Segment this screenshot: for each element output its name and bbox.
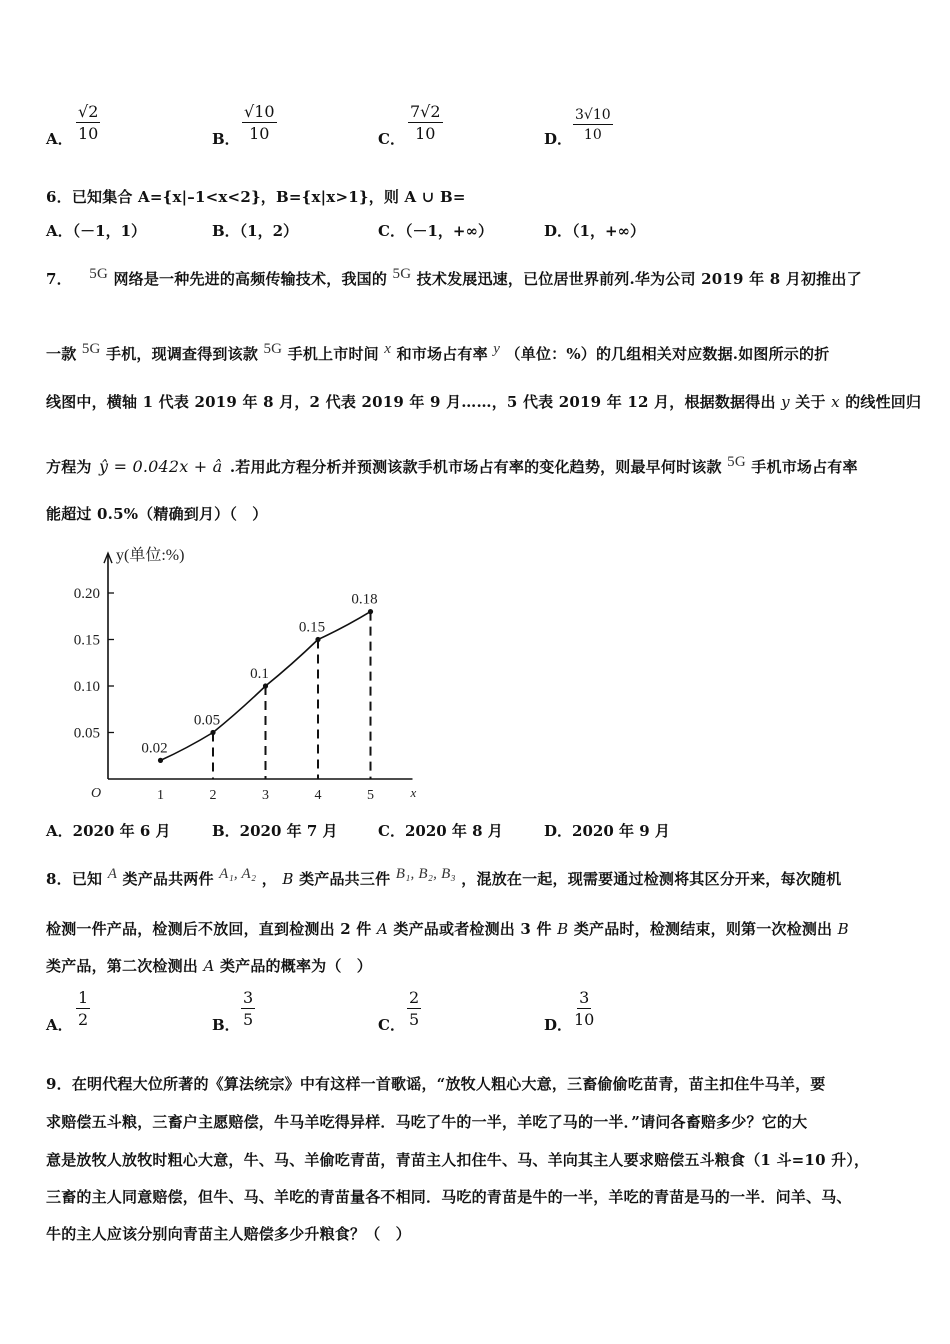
- q8-option-c-denominator: 5: [409, 1010, 420, 1029]
- q6-option-b: B．（1，2）: [212, 222, 299, 240]
- q8-option-b-denominator: 5: [243, 1010, 254, 1029]
- q8-line-2: [46, 918, 849, 939]
- q7-line-4-part-c: 手机市场占有率: [751, 458, 858, 476]
- q5-option-d-numerator: 3√10: [575, 107, 611, 123]
- q6-option-c: C．（－1，+∞）: [378, 222, 493, 240]
- q5-option-d-label: D．: [544, 130, 573, 148]
- q9-line-4: 三畜的主人同意赔偿，但牛、马、羊吃的青苗量各不相同．马吃的青苗是牛的一半，羊吃的青苗是马的一半．问羊、马、: [46, 1188, 852, 1206]
- q8-var-a: A: [203, 957, 215, 975]
- y-tick-label: 0.05: [73, 725, 100, 742]
- q7-option-d: D．2020 年 9 月: [544, 822, 670, 840]
- data-point: [368, 609, 373, 614]
- q8-a-items: A₁, A₂: [219, 866, 257, 882]
- q7-line-5: 能超过 0.5%（精确到月）（ ）: [46, 505, 268, 523]
- q5-option-b-label: B．: [212, 130, 240, 148]
- q5-option-b-denominator: 10: [249, 124, 270, 143]
- q7-var-y: y: [493, 341, 501, 357]
- q5-option-a-label: A．: [46, 130, 73, 148]
- q7-var-x: x: [384, 341, 392, 357]
- q7-line-4-part-b: .若用此方程分析并预测该款手机市场占有率的变化趋势，则最早何时该款: [229, 458, 722, 476]
- q7-var-y: y: [781, 393, 790, 411]
- q7-5g-tag: 5G: [89, 266, 109, 282]
- q5-option-a-numerator: √2: [78, 102, 99, 121]
- data-point: [315, 637, 320, 642]
- q7-line-2-part-e: （单位：%）的几组相关对应数据.如图所示的折: [505, 345, 830, 363]
- q8-line-2-part-a: 检测一件产品，检测后不放回，直到检测出 2 件: [46, 920, 372, 938]
- q8-line-3-part-b: 类产品的概率为（ ）: [219, 957, 372, 975]
- q8-option-c-numerator: 2: [409, 988, 420, 1007]
- q7-var-x: x: [831, 393, 840, 411]
- q8-option-a-fraction: [76, 990, 90, 1028]
- q8-option-d-fraction: [574, 990, 594, 1028]
- q7-line-3-part-a: 线图中，横轴 1 代表 2019 年 8 月，2 代表 2019 年 9 月……，5 代表 2019 年 12 月，根据数据得出: [46, 393, 776, 411]
- q8-option-b-numerator: 3: [243, 988, 254, 1007]
- q8-option-a-denominator: 2: [78, 1010, 89, 1029]
- q7-line-1-part-a: 网络是一种先进的高频传输技术，我国的: [113, 270, 388, 288]
- q8-var-b: B: [557, 920, 569, 938]
- q8-line-1-part-a: 8．已知: [46, 870, 103, 888]
- data-point: [158, 758, 163, 763]
- q8-option-c-fraction: [407, 990, 421, 1028]
- q6-stem: 6．已知集合 A={x|–1<x<2}，B={x|x>1}，则 A ∪ B=: [46, 188, 466, 206]
- origin-label: O: [90, 786, 102, 801]
- q8-line-3-part-a: 类产品，第二次检测出: [46, 957, 199, 975]
- q8-line-1-part-c: ，: [261, 870, 277, 888]
- q7-number: 7．: [46, 270, 72, 288]
- q8-option-d-numerator: 3: [579, 988, 590, 1007]
- q8-option-d-label: D．: [544, 1016, 573, 1034]
- q5-option-d-denominator: 10: [583, 127, 602, 143]
- q7-5g-tag: 5G: [727, 454, 746, 470]
- q7-option-b: B．2020 年 7 月: [212, 822, 338, 840]
- data-point: [263, 683, 268, 688]
- q5-option-b-numerator: √10: [244, 102, 275, 121]
- x-tick-label: 2: [209, 788, 217, 803]
- q5-option-c-label: C．: [378, 130, 405, 148]
- y-axis-label: y(单位:%): [116, 547, 185, 565]
- q8-line-1-part-d: 类产品共三件: [299, 870, 391, 888]
- data-point: [210, 730, 215, 735]
- q7-line-1-part-b: 技术发展迅速，已位居世界前列.华为公司 2019 年 8 月初推出了: [416, 270, 862, 288]
- q9-line-3: 意是放牧人放牧时粗心大意，牛、马、羊偷吃青苗，青苗主人扣住牛、马、羊向其主人要求赔偿五斗粮食（1 斗=10 升），: [46, 1151, 870, 1169]
- q7-5g-tag: 5G: [263, 341, 283, 357]
- q7-line-4-part-a: 方程为: [46, 458, 92, 476]
- q6-option-d: D．（1，+∞）: [544, 222, 646, 240]
- y-tick-label: 0.15: [73, 632, 100, 649]
- y-tick-label: 0.10: [73, 679, 100, 695]
- q7-line-1: [46, 266, 862, 289]
- q5-option-a-fraction: [76, 104, 100, 142]
- data-label: 0.18: [351, 591, 378, 608]
- x-tick-label: 4: [314, 788, 322, 803]
- q7-regression-equation: ŷ = 0.042x + â: [99, 457, 223, 476]
- q8-line-3: [46, 955, 372, 976]
- q8-option-b-fraction: [241, 990, 255, 1028]
- q8-var-a: A: [107, 866, 118, 882]
- q7-line-chart: [60, 547, 440, 815]
- q8-option-b-label: B．: [212, 1016, 240, 1034]
- q5-option-c-numerator: 7√2: [410, 102, 441, 121]
- q5-option-a-denominator: 10: [78, 124, 99, 143]
- y-tick-label: 0.20: [73, 586, 100, 602]
- q7-line-2-part-a: 一款: [46, 345, 77, 363]
- q8-line-1-part-b: 类产品共两件: [122, 870, 214, 888]
- q8-line-1: [46, 866, 841, 889]
- q7-line-2-part-b: 手机，现调查得到该款: [106, 345, 259, 363]
- q7-line-2: [46, 341, 829, 364]
- q8-var-a: A: [376, 920, 388, 938]
- q9-line-2: 求赔偿五斗粮，三畜户主愿赔偿，牛马羊吃得异样．马吃了牛的一半，羊吃了马的一半．”请问各畜赔多少？它的大: [46, 1113, 808, 1131]
- q8-var-b: B: [282, 870, 294, 888]
- q7-line-4: [46, 454, 858, 477]
- q5-option-b-fraction: [242, 104, 277, 142]
- q8-option-a-numerator: 1: [78, 988, 89, 1007]
- q8-line-2-part-c: 类产品时，检测结束，则第一次检测出: [573, 920, 833, 938]
- q7-5g-tag: 5G: [81, 341, 101, 357]
- q7-option-a: A．2020 年 6 月: [46, 822, 171, 840]
- q7-line-3-part-c: 的线性回归: [845, 393, 922, 411]
- q8-option-a-label: A．: [46, 1016, 73, 1034]
- q7-line-2-part-c: 手机上市时间: [287, 345, 379, 363]
- x-tick-label: 1: [157, 788, 164, 803]
- q7-line-3: [46, 391, 921, 412]
- q9-line-1: 9．在明代程大位所著的《算法统宗》中有这样一首歌谣，“放牧人粗心大意，三畜偷偷吃苗青，苗主扣住牛马羊，要: [46, 1075, 826, 1093]
- data-label: 0.05: [193, 712, 221, 729]
- x-tick-label: 3: [262, 788, 269, 803]
- x-tick-label: 5: [367, 788, 374, 803]
- q6-option-a: A．（－1，1）: [46, 222, 147, 240]
- q8-option-c-label: C．: [378, 1016, 405, 1034]
- x-axis-label: x: [410, 785, 417, 800]
- data-label: 0.1: [250, 666, 269, 682]
- q7-line-2-part-d: 和市场占有率: [396, 345, 488, 363]
- q5-option-d-fraction: [573, 108, 613, 142]
- q7-5g-tag: 5G: [392, 266, 412, 282]
- q8-b-items: B₁, B₂, B₃: [395, 866, 456, 882]
- data-label: 0.02: [141, 740, 168, 757]
- q8-line-1-part-e: ，混放在一起，现需要通过检测将其区分开来，每次随机: [461, 870, 842, 888]
- q7-line-3-part-b: 关于: [795, 393, 826, 411]
- data-label: 0.15: [298, 619, 326, 636]
- q8-line-2-part-b: 类产品或者检测出 3 件: [393, 920, 552, 938]
- q5-option-c-fraction: [408, 104, 443, 142]
- q8-var-b: B: [837, 920, 849, 938]
- q5-option-c-denominator: 10: [415, 124, 436, 143]
- q8-option-d-denominator: 10: [574, 1010, 595, 1029]
- q7-option-c: C．2020 年 8 月: [378, 822, 503, 840]
- q9-line-5: 牛的主人应该分别向青苗主人赔偿多少升粮食？（ ）: [46, 1225, 411, 1243]
